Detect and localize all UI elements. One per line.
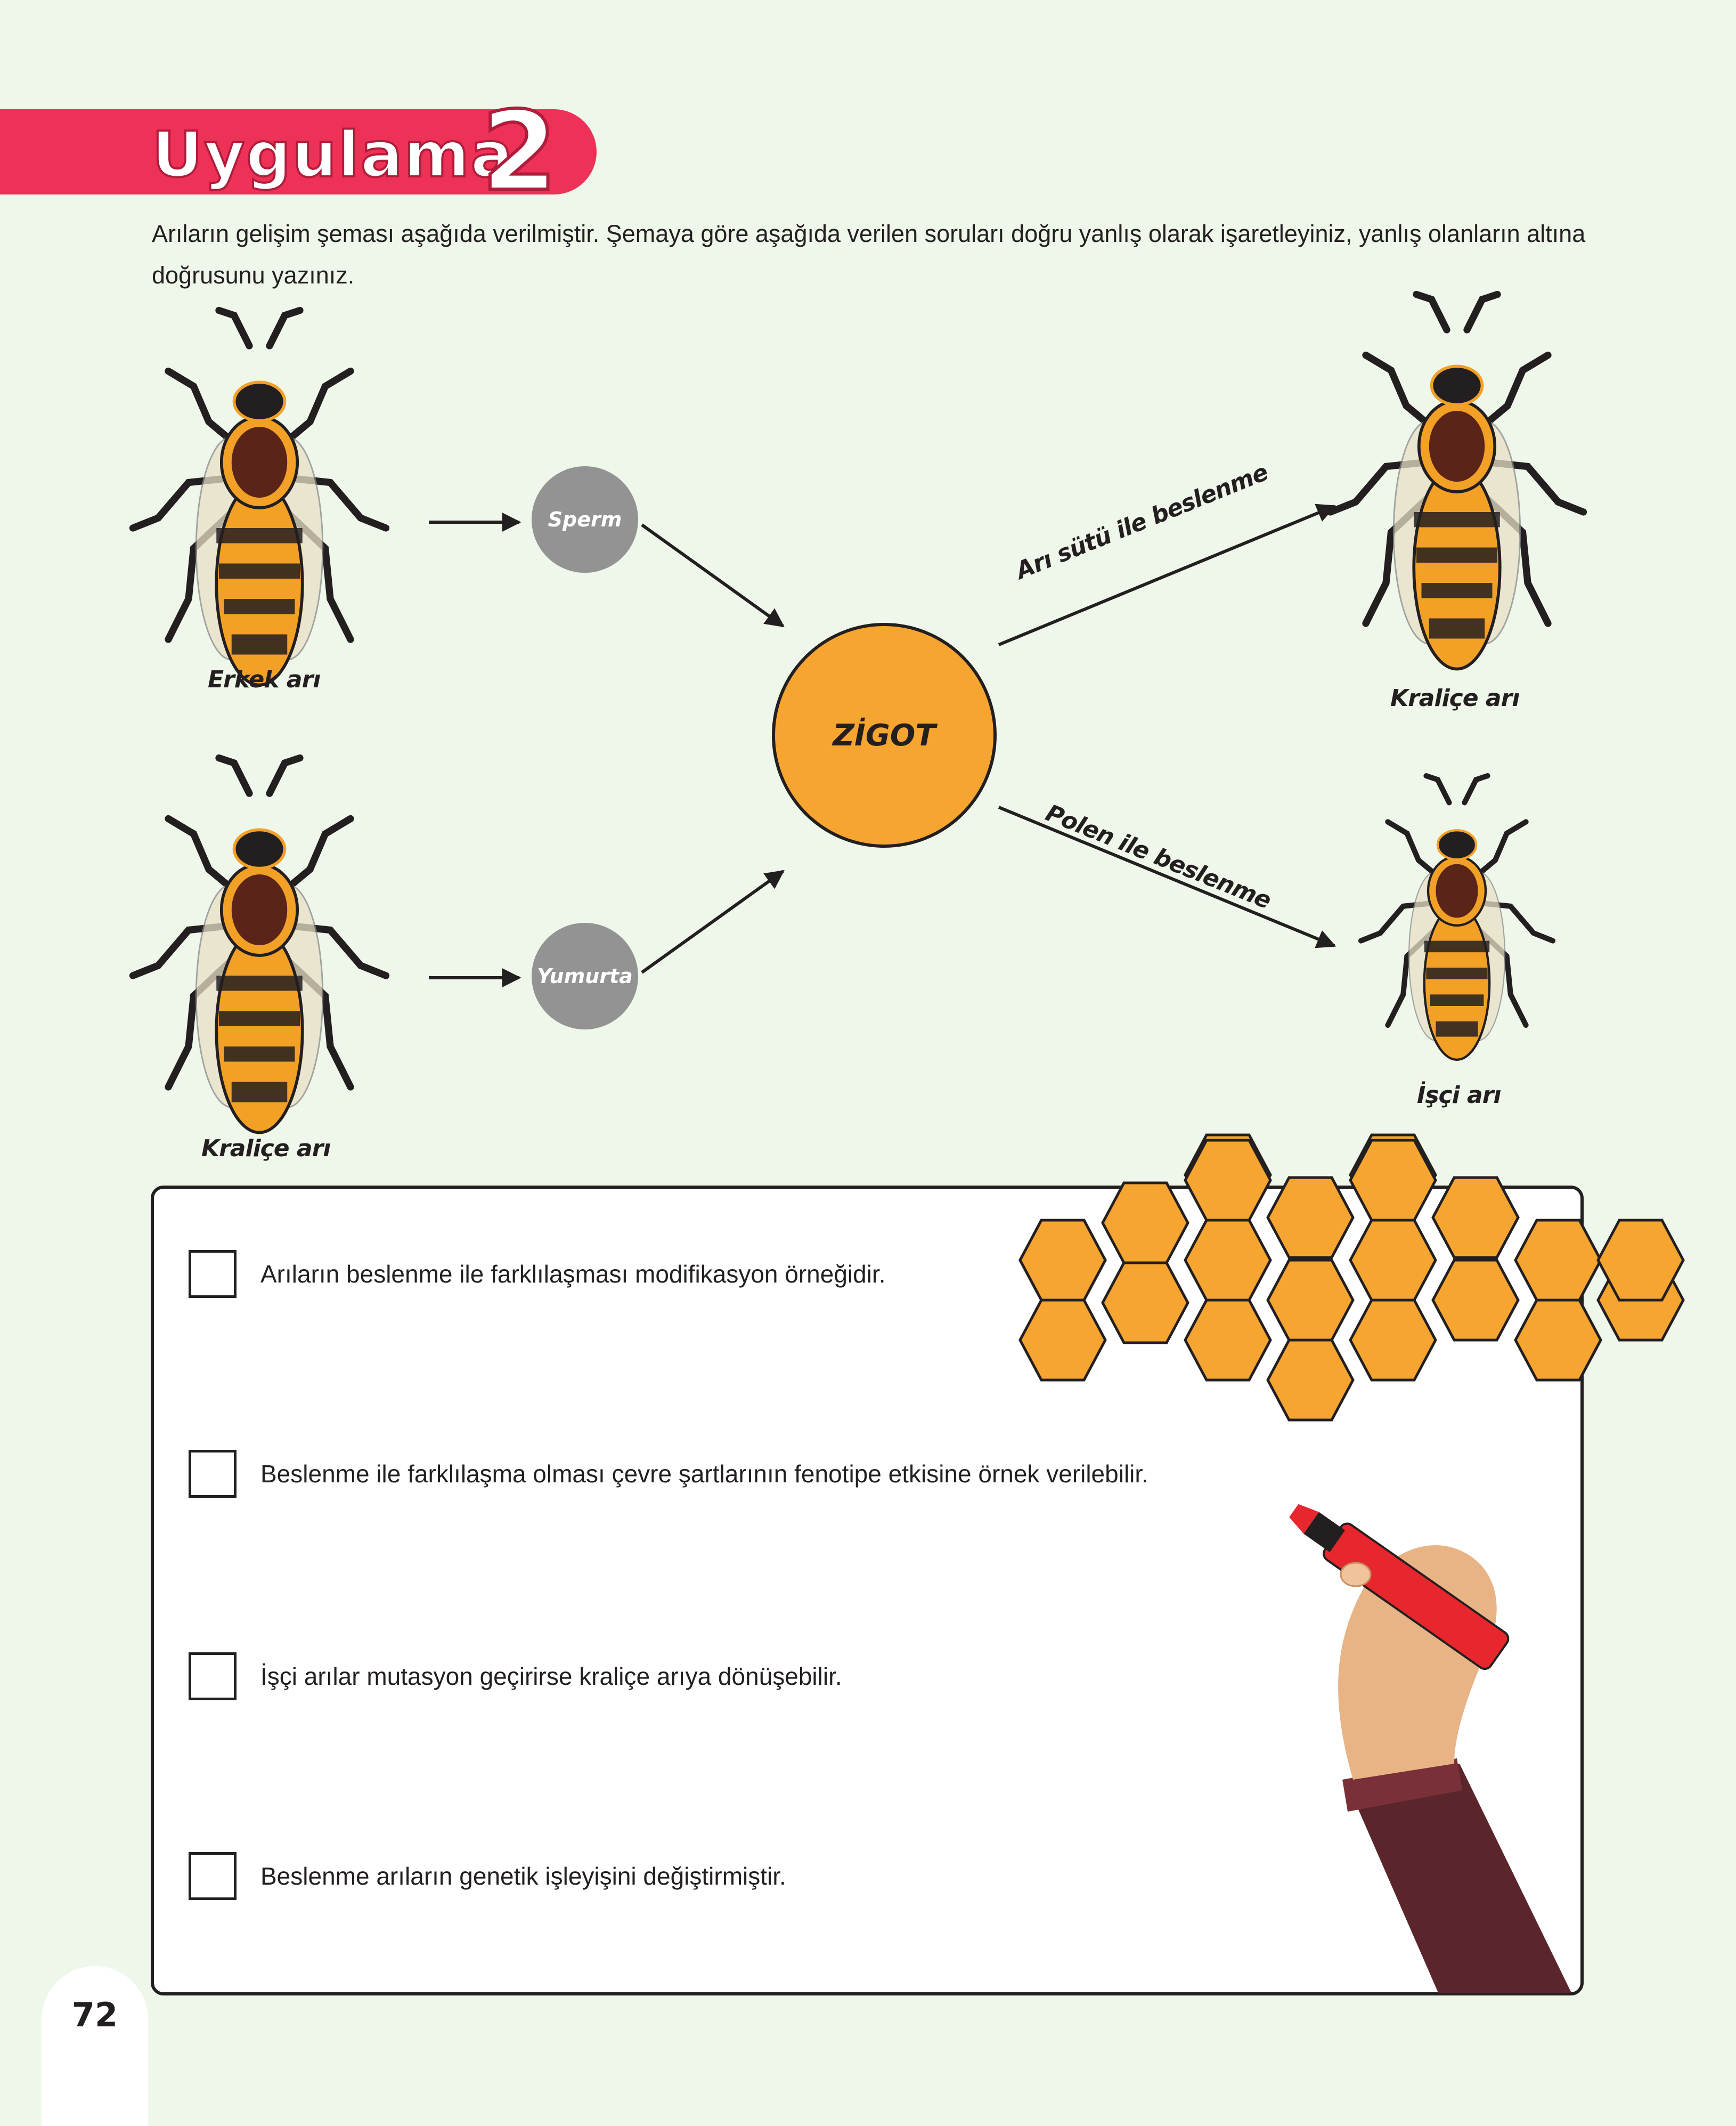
royal-jelly-label: Arı sütü ile beslenme (1012, 458, 1272, 585)
sperm-label: Sperm (548, 508, 622, 531)
queen-bee-right-label: Kraliçe arı (1390, 685, 1520, 712)
section-number: 2 (481, 88, 558, 215)
instructions: Arıların gelişim şeması aşağıda verilmiştir. Şemaya göre aşağıda verilen soruları doğru yanlış olarak işaretleyiniz, yanlış olanların altına doğrusunu yazınız. (152, 220, 1586, 289)
egg-label: Yumurta (537, 964, 633, 988)
pollen-label: Polen ile beslenme (1041, 799, 1275, 915)
male-bee-label: Erkek arı (208, 666, 321, 693)
section-title: Uygulama (152, 118, 514, 191)
hand-marker-image (1282, 1493, 1571, 1993)
question-text: Beslenme arıların genetik işleyişini değiştirmiştir. (260, 1862, 786, 1890)
page-number-tab (42, 1966, 148, 2126)
question-text: Beslenme ile farklılaşma olması çevre şartlarının fenotipe etkisine örnek verilebilir. (260, 1460, 1148, 1488)
worker-bee-label: İşçi arı (1417, 1082, 1501, 1109)
page-number: 72 (71, 1995, 118, 2034)
queen-bee-left-label: Kraliçe arı (201, 1135, 331, 1162)
question-text: İşçi arılar mutasyon geçirirse kraliçe arıya dönüşebilir. (260, 1662, 842, 1690)
zygote-label: ZİGOT (833, 718, 936, 753)
question-text: Arıların beslenme ile farklılaşması modifikasyon örneğidir. (260, 1260, 886, 1288)
